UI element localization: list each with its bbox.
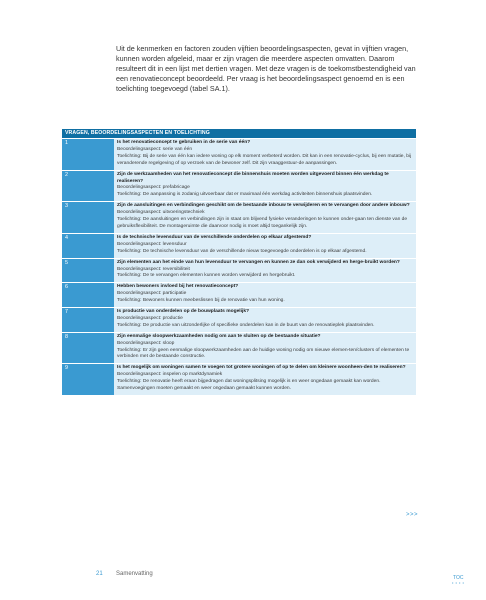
row-content <box>114 333 416 364</box>
row-question: Zijn de aansluitingen en verbindingen geschikt om de bestaande inbouw te verwijderen en te vervangen door andere inbouw? <box>117 203 410 209</box>
row-question: Zijn de werkzaamheden van het renovatieconcept die binnenshuis moeten worden uitgevoerd binnen één werkdag te realiseren? <box>117 171 389 184</box>
row-aspect: Beoordelingsaspect: participatie <box>117 291 187 297</box>
table-row <box>62 283 416 307</box>
row-explanation: Toelichting: Bij de serie van één kan iedere woning op elk moment verbeterd worden. Dit kan in een renovatie-cyclus, bij een mutatie, bij veranderende regelgeving of op verzoek van de bewoner zelf. Dit zijn vraaggestuur-de aanpassingen. <box>117 153 412 166</box>
questions-table <box>62 129 416 395</box>
row-question: Is de technische levensduur van de verschillende onderdelen op elkaar afgestemd? <box>117 234 312 240</box>
row-question: Hebben bewoners invloed bij het renovatieconcept? <box>117 284 239 290</box>
table-row <box>62 139 416 170</box>
row-aspect: Beoordelingsaspect: levensduur <box>117 241 187 247</box>
toc-link[interactable] <box>452 575 464 585</box>
table-row <box>62 333 416 364</box>
toc-label: TOC <box>452 575 464 581</box>
row-number: 2 <box>62 171 114 202</box>
row-explanation: Toelichting: Er zijn geen eenmalige sloopwerkzaamheden aan de huidige woning nodig om nieuwe elemen-ten/clusters of elementen te verbinden met de bestaande constructie. <box>117 347 410 360</box>
row-number: 3 <box>62 202 114 233</box>
table-row <box>62 364 416 395</box>
table-row <box>62 171 416 202</box>
toc-dots: • • • • <box>452 580 465 585</box>
intro-text <box>116 44 416 94</box>
row-content <box>114 171 416 202</box>
row-explanation: Toelichting: Bewoners kunnen meebeslissen bij de renovatie van hun woning. <box>117 298 285 304</box>
row-question: Is het mogelijk om woningen samen te voegen tot grotere woningen of op te delen om kleinere woonheen-den te realiseren? <box>117 365 406 371</box>
row-aspect: Beoordelingsaspect: inspelen op marktdynamiek <box>117 372 223 378</box>
row-aspect: Beoordelingsaspect: uitvoeringstechniek <box>117 210 205 216</box>
row-number: 6 <box>62 283 114 307</box>
table-row <box>62 259 416 283</box>
row-aspect: Beoordelingsaspect: prefabricage <box>117 185 190 191</box>
continue-indicator[interactable]: >>> <box>406 512 419 518</box>
row-question: Is productie van onderdelen op de bouwplaats mogelijk? <box>117 309 250 315</box>
row-content <box>114 308 416 332</box>
row-content <box>114 259 416 283</box>
row-content <box>114 283 416 307</box>
row-explanation: Toelichting: De renovatie heeft eraan bijgedragen dat woningsplitsing mogelijk is en weer ongedaan gemaakt kan worden. Samenvoegingen moeten gemaakt en weer ongedaan gemaakt kunnen worden. <box>117 379 381 392</box>
row-question: Zijn eenmalige sloopwerkzaamheden nodig om aan te sluiten op de bestaande situatie? <box>117 333 321 339</box>
row-explanation: Toelichting: De productie van uitzonderlijke of specifieke onderdelen kan in de buurt van de renovatieplek plaatsvinden. <box>117 322 375 328</box>
row-number: 8 <box>62 333 114 364</box>
row-aspect: Beoordelingsaspect: sloop <box>117 340 175 346</box>
table-row <box>62 202 416 233</box>
table-row <box>62 308 416 332</box>
row-aspect: Beoordelingsaspect: reversibiliteit <box>117 266 190 272</box>
table-body <box>62 139 416 395</box>
row-number: 9 <box>62 364 114 395</box>
row-content <box>114 364 416 395</box>
footer-section-title: Samenvatting <box>116 571 153 577</box>
page-number: 21 <box>96 571 103 577</box>
row-explanation: Toelichting: De aanpassing is zodanig uitvoerbaar dat er maximaal één werkdag activiteiten binnenshuis plaatsvinden. <box>117 192 373 198</box>
row-number: 1 <box>62 139 114 170</box>
row-number: 4 <box>62 234 114 258</box>
row-question: Is het renovatieconcept te gebruiken in de serie van één? <box>117 140 251 145</box>
table-row <box>62 234 416 258</box>
row-content <box>114 234 416 258</box>
row-content <box>114 139 416 170</box>
row-content <box>114 202 416 233</box>
row-number: 7 <box>62 308 114 332</box>
table-header: VRAGEN, BEOORDELINGSASPECTEN EN TOELICHTING <box>62 129 416 138</box>
row-aspect: Beoordelingsaspect: serie van één <box>117 146 193 152</box>
row-aspect: Beoordelingsaspect: productie <box>117 315 183 321</box>
row-explanation: Toelichting: De te vervangen elementen kunnen worden verwijderd en hergebruikt. <box>117 273 296 279</box>
intro-paragraph: Uit de kenmerken en factoren zouden vijftien beoordelingsaspecten, gevat in vijftien vragen, kunnen worden afgeleid, maar er zijn vragen die meerdere aspecten omvatten. Daarom resulteert dit in een lijst met dertien vragen. Met deze vragen is de toekomstbestendigheid van een renovatieconcept beoordeeld. Per vraag is het beoordelingsaspect genoemd en is een toelichting toegevoegd (tabel SA.1). <box>116 44 416 93</box>
row-number: 5 <box>62 259 114 283</box>
row-question: Zijn elementen aan het einde van hun levensduur te vervangen en kunnen ze dan ook verwijderd en herge-bruikt worden? <box>117 259 400 265</box>
row-explanation: Toelichting: De aansluitingen en verbindingen zijn in staat om blijvend fysieke veranderingen te kunnen onder-gaan ten dienste van de gebruiksflexibiliteit. De montageruimte die daarvoor nodig is moet altijd toegankelijk zijn. <box>117 217 408 229</box>
row-explanation: Toelichting: De technische levensduur van de verschillende nieuw toegevoegde onderdelen is op elkaar afgestemd. <box>117 248 367 254</box>
